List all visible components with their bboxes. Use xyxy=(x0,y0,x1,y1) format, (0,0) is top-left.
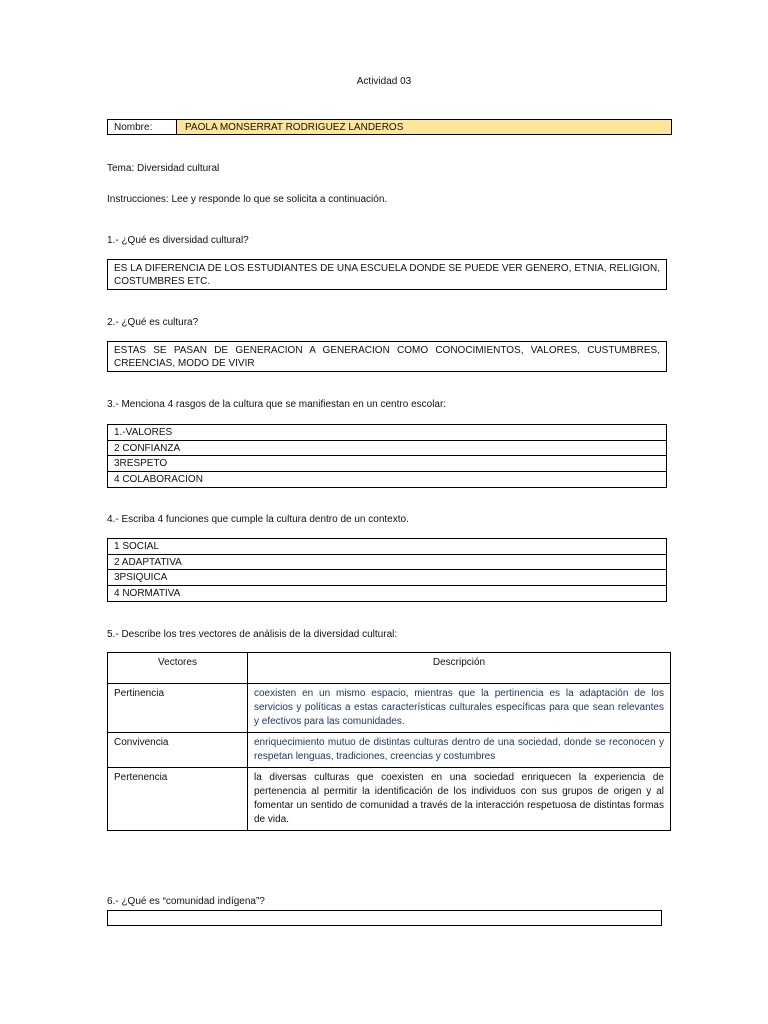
question-1: 1.- ¿Qué es diversidad cultural? xyxy=(107,235,249,246)
list-item[interactable]: 4 COLABORACION xyxy=(114,473,203,485)
answer-1-box[interactable]: ES LA DIFERENCIA DE LOS ESTUDIANTES DE UNA ESCUELA DONDE SE PUEDE VER GENERO, ETNIA, RELIGION, COSTUMBRES ETC. xyxy=(107,259,667,290)
answer-6-box[interactable] xyxy=(107,910,662,926)
funciones-list xyxy=(107,538,667,602)
name-label: Nombre: xyxy=(108,120,177,134)
vector-cell: Convivencia xyxy=(108,733,248,768)
list-item[interactable]: 2 CONFIANZA xyxy=(108,441,666,457)
description-cell[interactable]: coexisten en un mismo espacio, mientras que la pertinencia es la adaptación de los servicios y políticas a estas características culturales específicas para que sean relevantes y efectivos para las comunidades. xyxy=(248,684,671,733)
table-row xyxy=(108,684,671,733)
question-6: 6.- ¿Qué es “comunidad indígena”? xyxy=(107,896,265,907)
table-header-row xyxy=(108,653,671,684)
tema-text: Tema: Diversidad cultural xyxy=(107,163,220,174)
question-4: 4.- Escriba 4 funciones que cumple la cultura dentro de un contexto. xyxy=(107,514,409,525)
list-item[interactable]: 3RESPETO xyxy=(108,456,666,472)
list-item[interactable]: 4 NORMATIVA xyxy=(114,587,181,599)
question-2: 2.- ¿Qué es cultura? xyxy=(107,317,199,328)
instrucciones-text: Instrucciones: Lee y responde lo que se solicita a continuación. xyxy=(107,194,388,205)
list-item[interactable]: 3PSIQUICA xyxy=(108,570,666,586)
rasgos-list xyxy=(107,424,667,488)
question-3: 3.- Menciona 4 rasgos de la cultura que se manifiestan en un centro escolar: xyxy=(107,399,447,410)
page-title: Actividad 03 xyxy=(356,76,412,87)
description-cell[interactable]: enriquecimiento mutuo de distintas culturas dentro de una sociedad, donde se reconocen y respetan lenguas, tradiciones, creencias y costumbres xyxy=(248,733,671,768)
list-item[interactable]: 2 ADAPTATIVA xyxy=(108,555,666,571)
list-item[interactable]: 1.-VALORES xyxy=(108,425,666,441)
header-descripcion: Descripción xyxy=(248,653,671,684)
header-vectores: Vectores xyxy=(108,653,248,684)
name-field-row xyxy=(107,119,672,135)
answer-2-box[interactable]: ESTAS SE PASAN DE GENERACION A GENERACION COMO CONOCIMIENTOS, VALORES, CUSTUMBRES, CREENCIAS, MODO DE VIVIR xyxy=(107,341,667,372)
name-value[interactable]: PAOLA MONSERRAT RODRIGUEZ LANDEROS xyxy=(177,120,671,134)
table-row xyxy=(108,733,671,768)
description-cell[interactable]: la diversas culturas que coexisten en una sociedad enriquecen la experiencia de pertenencia al permitir la identificación de los individuos con sus grupos de origen y al fomentar un sentido de comunidad a través de la interacción respetuosa de distintas formas de vida. xyxy=(248,768,671,831)
vector-cell: Pertinencia xyxy=(108,684,248,733)
vector-cell: Pertenencia xyxy=(108,768,248,831)
table-row xyxy=(108,768,671,831)
question-5: 5.- Describe los tres vectores de análisis de la diversidad cultural: xyxy=(107,629,398,640)
list-item[interactable]: 1 SOCIAL xyxy=(108,539,666,555)
vectores-table xyxy=(107,652,671,831)
